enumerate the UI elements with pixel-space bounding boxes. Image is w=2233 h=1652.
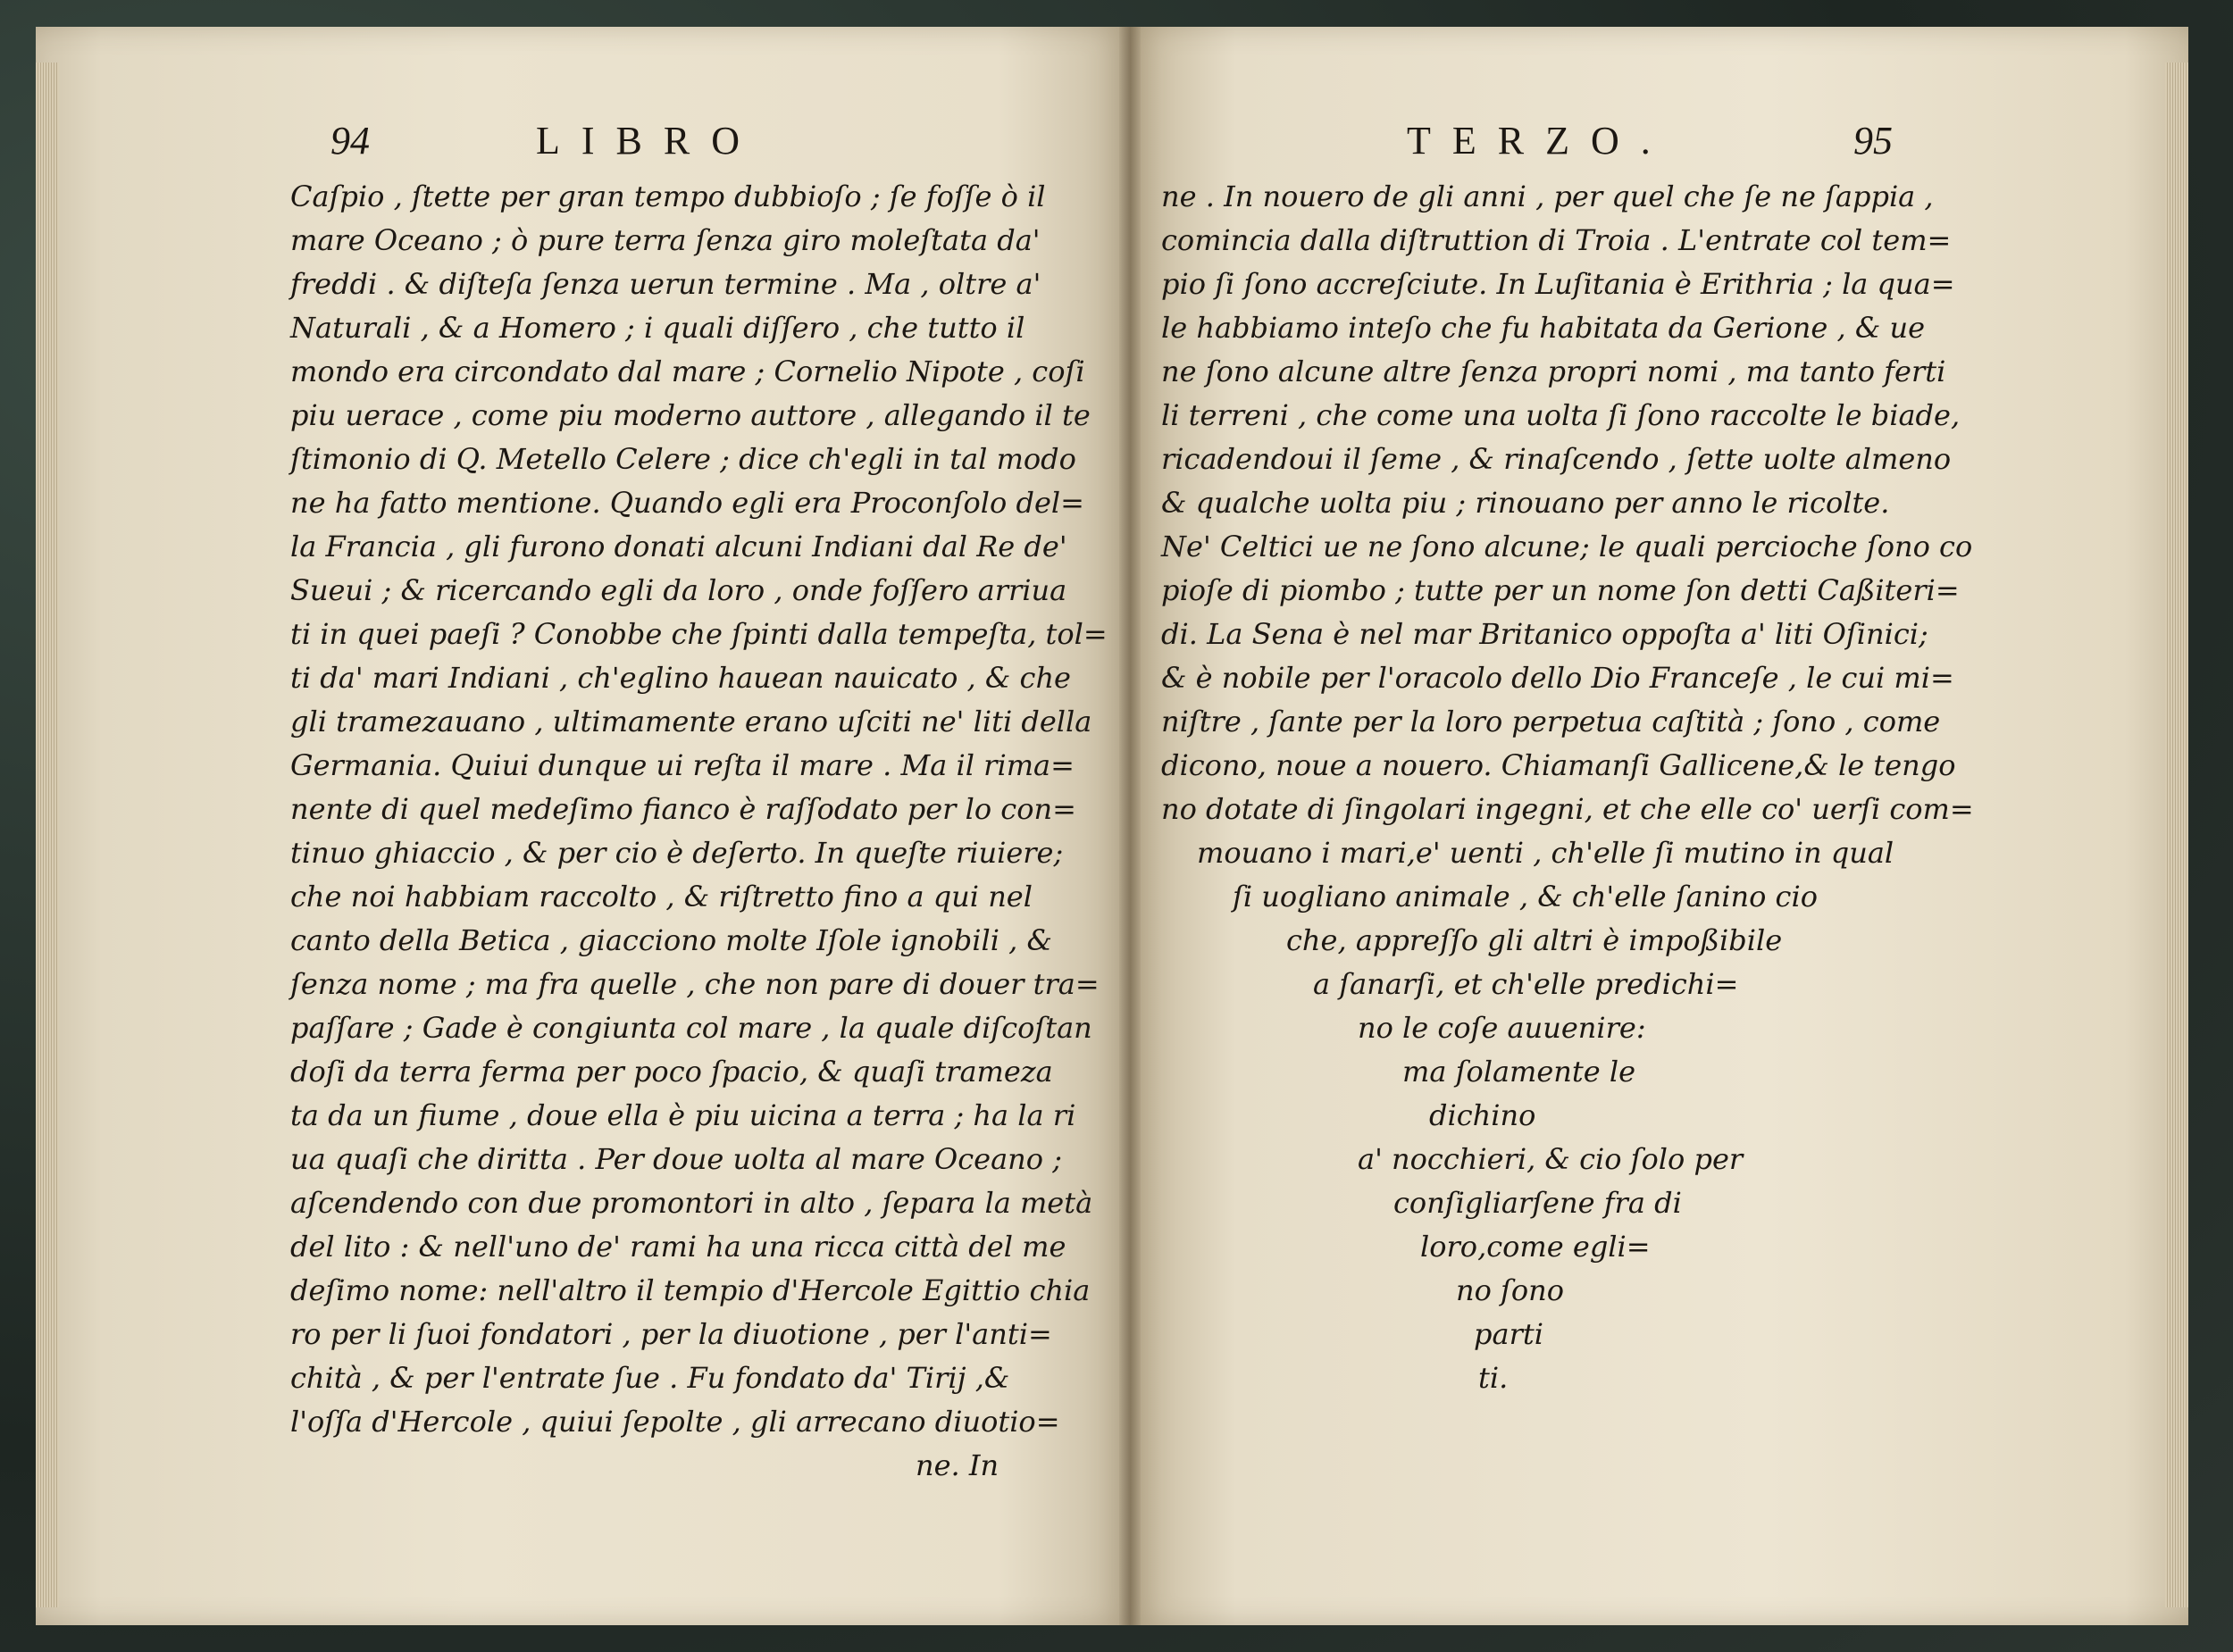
text-line: Sueui ; & ricercando egli da loro , onde foſſero arriua (290, 573, 1067, 607)
text-line: freddi . & diſteſa ſenza uerun termine . Ma , oltre a' (290, 267, 1041, 301)
text-line: & qualche uolta piu ; rinouano per anno le ricolte. (1161, 486, 1890, 520)
text-line: Caſpio , ſtette per gran tempo dubbioſo ; ſe foſſe ò il (290, 179, 1046, 213)
text-line: ta da un fiume , doue ella è piu uicina a terra ; ha la ri (290, 1098, 1076, 1132)
text-line: mare Oceano ; ò pure terra ſenza giro moleſtata da' (290, 223, 1041, 257)
text-line: ne. In (916, 1448, 999, 1482)
text-line: nente di quel medeſimo fianco è raſſodato per lo con= (290, 792, 1076, 826)
text-line: ro per li ſuoi fondatori , per la diuotione , per l'anti= (290, 1317, 1052, 1351)
text-line: mouano i mari,e' uenti , ch'elle ſi mutino in qual (1197, 836, 1894, 870)
text-line: pioſe di piombo ; tutte per un nome ſon detti Caßiteri= (1161, 573, 1960, 607)
text-line: pio ſi ſono accreſciute. In Luſitania è Erithria ; la qua= (1161, 267, 1955, 301)
text-line: loro,come egli= (1420, 1230, 1651, 1264)
text-line: no ſono (1456, 1273, 1565, 1307)
running-head-right: TERZO. (1407, 119, 1672, 163)
text-line: ne . In nouero de gli anni , per quel che ſe ne ſappia , (1161, 179, 1934, 213)
text-line: ricadendoui il ſeme , & rinaſcendo , ſette uolte almeno (1161, 442, 1952, 476)
text-line: conſigliarſene fra di (1393, 1186, 1682, 1220)
text-line: di. La Sena è nel mar Britanico oppoſta a' liti Oſinici; (1161, 617, 1928, 651)
text-line: a' nocchieri, & cio ſolo per (1358, 1142, 1744, 1176)
text-line: tinuo ghiaccio , & per cio è deſerto. In queſte riuiere; (290, 836, 1064, 870)
text-line: niſtre , ſante per la loro perpetua caſtità ; ſono , come (1161, 705, 1941, 738)
text-line: ne ha fatto mentione. Quando egli era Proconſolo del= (290, 486, 1084, 520)
text-line: ti. (1478, 1361, 1509, 1395)
text-line: no dotate di ſingolari ingegni, et che elle co' uerſi com= (1161, 792, 1974, 826)
right-page-text (1161, 175, 2019, 1400)
text-line: mondo era circondato dal mare ; Cornelio Nipote , coſi (290, 355, 1085, 388)
text-line: li terreni , che come una uolta ſi ſono raccolte le biade, (1161, 398, 1961, 432)
text-line: comincia dalla diſtruttion di Troia . L'entrate col tem= (1161, 223, 1952, 257)
text-line: ua quaſi che diritta . Per doue uolta al mare Oceano ; (290, 1142, 1062, 1176)
text-line: ma ſolamente le (1402, 1055, 1636, 1089)
text-line: ſi uogliano animale , & ch'elle ſanino cio (1233, 880, 1818, 914)
text-line: parti (1474, 1317, 1543, 1351)
text-line: ti in quei paeſi ? Conobbe che ſpinti dalla tempeſta, tol= (290, 617, 1108, 651)
page-edges-right (2165, 63, 2188, 1607)
text-line: a ſanarſi, et ch'elle predichi= (1313, 967, 1739, 1001)
text-line: canto della Betica , giacciono molte Iſole ignobili , & (290, 923, 1052, 957)
running-head-left: LIBRO (536, 119, 761, 163)
text-line: ſenza nome ; ma fra quelle , che non pare di douer tra= (290, 967, 1100, 1001)
text-line: del lito : & nell'uno de' rami ha una ricca città del me (290, 1230, 1066, 1264)
text-line: che noi habbiam raccolto , & riſtretto fino a qui nel (290, 880, 1033, 914)
text-line: no le coſe auuenire: (1358, 1011, 1646, 1045)
text-line: Ne' Celtici ue ne ſono alcune; le quali percioche ſono co (1161, 530, 1973, 563)
text-line: & è nobile per l'oracolo dello Dio Franceſe , le cui mi= (1161, 661, 1954, 695)
text-line: piu uerace , come piu moderno auttore , allegando il te (290, 398, 1091, 432)
text-line: Germania. Quiui dunque ui reſta il mare . Ma il rima= (290, 748, 1075, 782)
text-line: ti da' mari Indiani , ch'eglino hauean nauicato , & che (290, 661, 1071, 695)
text-line: aſcendendo con due promontori in alto , ſepara la metà (290, 1186, 1093, 1220)
text-line: dicono, noue a nouero. Chiamanſi Gallicene,& le tengo (1161, 748, 1956, 782)
folio-right: 95 (1853, 119, 1893, 163)
page-edges-left (36, 63, 59, 1607)
folio-left: 94 (330, 119, 370, 163)
text-line: ſtimonio di Q. Metello Celere ; dice ch'egli in tal modo (290, 442, 1076, 476)
text-line: deſimo nome: nell'altro il tempio d'Hercole Egittio chia (290, 1273, 1091, 1307)
text-line: la Francia , gli furono donati alcuni Indiani dal Re de' (290, 530, 1067, 563)
text-line: Naturali , & a Homero ; i quali diſſero , che tutto il (290, 311, 1025, 345)
text-line: doſi da terra ferma per poco ſpacio, & quaſi trameza (290, 1055, 1053, 1089)
text-line: l'oſſa d'Hercole , quiui ſepolte , gli arrecano diuotio= (290, 1405, 1060, 1439)
text-line: ne ſono alcune altre ſenza propri nomi , ma tanto ferti (1161, 355, 1946, 388)
left-page-text (290, 175, 1108, 1488)
text-line: dichino (1429, 1098, 1536, 1132)
text-line: gli tramezauano , ultimamente erano uſciti ne' liti della (290, 705, 1092, 738)
text-line: le habbiamo inteſo che fu habitata da Gerione , & ue (1161, 311, 1926, 345)
book-gutter (1119, 27, 1141, 1625)
text-line: chità , & per l'entrate ſue . Fu fondato da' Tirij ,& (290, 1361, 1010, 1395)
text-line: paſſare ; Gade è congiunta col mare , la quale diſcoſtan (290, 1011, 1092, 1045)
text-line: che, appreſſo gli altri è impoßibile (1286, 923, 1783, 957)
